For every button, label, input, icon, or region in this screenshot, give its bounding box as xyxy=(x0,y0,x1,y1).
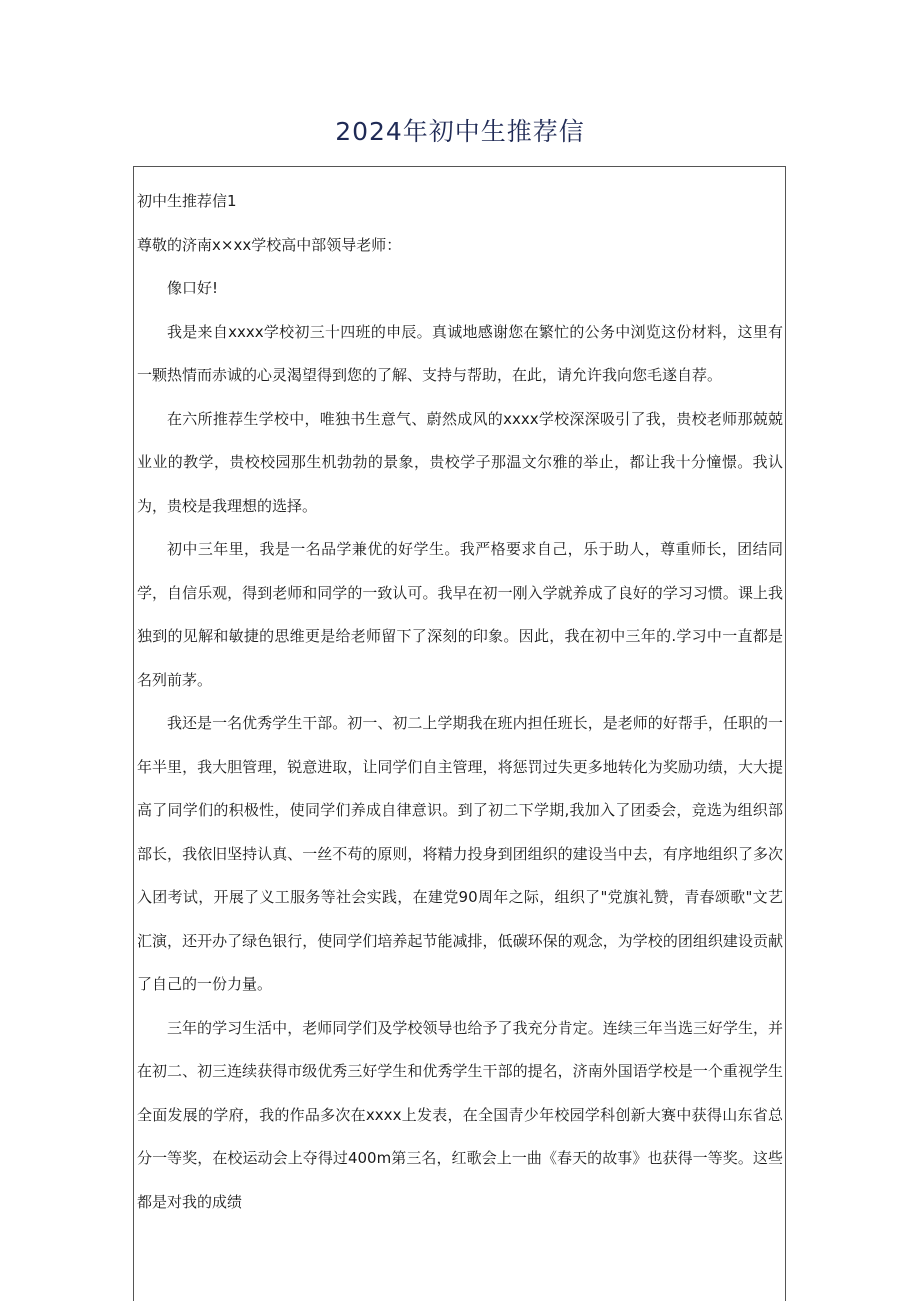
letter-paragraph: 三年的学习生活中，老师同学们及学校领导也给予了我充分肯定。连续三年当选三好学生，并在初二、初三连续获得市级优秀三好学生和优秀学生干部的提名，济南外国语学校是一个重视学生全面发展的学府，我的作品多次在xxxx上发表，在全国青少年校园学科创新大赛中获得山东省总分一等奖，在校运动会上夺得过400m第三名，红歌会上一曲《春天的故事》也获得一等奖。这些都是对我的成绩 xyxy=(137,1018,783,1211)
letter-paragraph: 在六所推荐生学校中，唯独书生意气、蔚然成风的xxxx学校深深吸引了我，贵校老师那兢兢业业的教学，贵校校园那生机勃勃的景象，贵校学子那温文尔雅的举止，都让我十分憧憬。我认为，贵校是我理想的选择。 xyxy=(137,409,783,515)
page-title: 2024年初中生推荐信 xyxy=(335,117,585,146)
letter-paragraph: 初中三年里，我是一名品学兼优的好学生。我严格要求自己，乐于助人，尊重师长，团结同学，自信乐观，得到老师和同学的一致认可。我早在初一刚入学就养成了良好的学习习惯。课上我独到的见解和敏捷的思维更是给老师留下了深刻的印象。因此，我在初中三年的.学习中一直都是名列前茅。 xyxy=(137,540,783,689)
letter-paragraph: 我还是一名优秀学生干部。初一、初二上学期我在班内担任班长，是老师的好帮手，任职的一年半里，我大胆管理，锐意进取，让同学们自主管理，将惩罚过失更多地转化为奖励功绩，大大提高了同学们的积极性，使同学们养成自律意识。到了初二下学期,我加入了团委会，竞选为组织部部长，我依旧坚持认真、一丝不苟的原则，将精力投身到团组织的建设当中去，有序地组织了多次入团考试，开展了义工服务等社会实践，在建党90周年之际，组织了"党旗礼赞，青春颂歌"文艺汇演，还开办了绿色银行，使同学们培养起节能减排，低碳环保的观念，为学校的团组织建设贡献了自己的一份力量。 xyxy=(137,714,783,993)
letter-paragraph: 我是来自xxxx学校初三十四班的申辰。真诚地感谢您在繁忙的公务中浏览这份材料，这里有一颗热情而赤诚的心灵渴望得到您的了解、支持与帮助，在此，请允许我向您毛遂自荐。 xyxy=(137,322,783,384)
letter-salutation: 尊敬的济南x×xx学校高中部领导老师： xyxy=(137,235,402,254)
letter-body xyxy=(137,180,783,1224)
letter-greeting: 像口好! xyxy=(167,279,219,297)
letter-heading: 初中生推荐信1 xyxy=(137,192,237,210)
